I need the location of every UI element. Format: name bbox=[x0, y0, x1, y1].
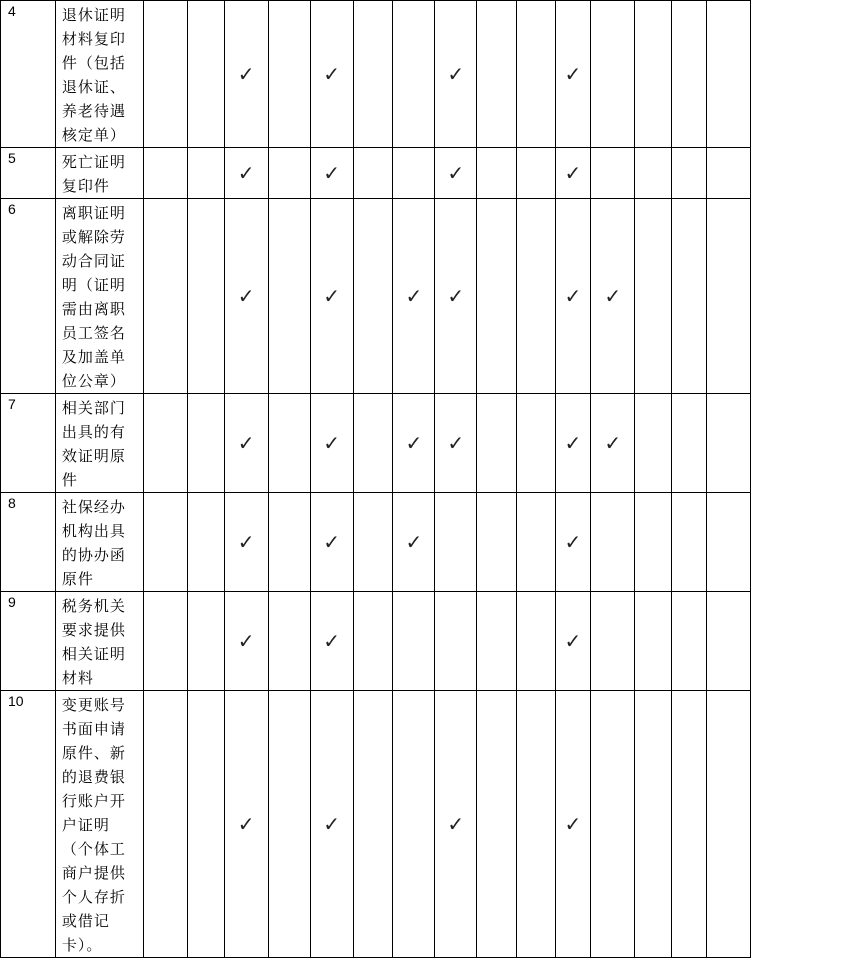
check-mark-cell: ✓ bbox=[555, 394, 590, 493]
empty-cell bbox=[353, 592, 393, 691]
empty-cell bbox=[268, 592, 310, 691]
item-description: 死亡证明复印件 bbox=[55, 148, 143, 199]
item-description: 税务机关要求提供相关证明材料 bbox=[55, 592, 143, 691]
empty-cell bbox=[268, 148, 310, 199]
empty-cell bbox=[591, 148, 635, 199]
check-mark-cell: ✓ bbox=[393, 493, 435, 592]
empty-cell bbox=[591, 493, 635, 592]
table-row bbox=[1, 691, 845, 958]
empty-cell bbox=[707, 394, 751, 493]
empty-cell bbox=[393, 592, 435, 691]
empty-cell bbox=[671, 592, 706, 691]
check-mark-cell: ✓ bbox=[224, 1, 268, 148]
row-number: 6 bbox=[1, 199, 56, 394]
empty-cell bbox=[707, 493, 751, 592]
check-mark-cell: ✓ bbox=[555, 592, 590, 691]
empty-cell bbox=[353, 1, 393, 148]
empty-cell bbox=[188, 691, 225, 958]
empty-cell bbox=[477, 691, 517, 958]
empty-cell bbox=[516, 592, 555, 691]
check-mark-cell: ✓ bbox=[224, 148, 268, 199]
empty-cell bbox=[353, 691, 393, 958]
item-description: 退休证明材料复印件（包括退休证、养老待遇核定单） bbox=[55, 1, 143, 148]
empty-cell bbox=[268, 199, 310, 394]
empty-cell bbox=[188, 1, 225, 148]
empty-cell bbox=[671, 493, 706, 592]
empty-cell bbox=[635, 1, 672, 148]
row-number: 7 bbox=[1, 394, 56, 493]
empty-cell bbox=[143, 691, 187, 958]
empty-cell bbox=[516, 493, 555, 592]
item-description: 变更账号书面申请原件、新的退费银行账户开户证明（个体工商户提供个人存折或借记卡）。 bbox=[55, 691, 143, 958]
empty-cell bbox=[635, 148, 672, 199]
row-number: 10 bbox=[1, 691, 56, 958]
empty-cell bbox=[591, 691, 635, 958]
empty-cell bbox=[477, 493, 517, 592]
cut-off-footer-text bbox=[0, 939, 846, 948]
empty-cell bbox=[477, 1, 517, 148]
check-mark-cell: ✓ bbox=[591, 199, 635, 394]
empty-cell bbox=[477, 148, 517, 199]
empty-cell bbox=[353, 199, 393, 394]
empty-cell bbox=[353, 148, 393, 199]
check-mark-cell: ✓ bbox=[555, 493, 590, 592]
empty-cell bbox=[707, 592, 751, 691]
empty-cell bbox=[268, 493, 310, 592]
empty-cell bbox=[188, 592, 225, 691]
empty-cell bbox=[477, 592, 517, 691]
empty-cell bbox=[393, 691, 435, 958]
empty-cell bbox=[393, 148, 435, 199]
row-number: 9 bbox=[1, 592, 56, 691]
empty-cell bbox=[188, 493, 225, 592]
empty-cell bbox=[435, 493, 477, 592]
empty-cell bbox=[477, 199, 517, 394]
empty-cell bbox=[435, 592, 477, 691]
check-mark-cell: ✓ bbox=[310, 199, 353, 394]
empty-cell bbox=[516, 394, 555, 493]
empty-cell bbox=[268, 394, 310, 493]
empty-cell bbox=[143, 592, 187, 691]
check-mark-cell: ✓ bbox=[555, 691, 590, 958]
table-row bbox=[1, 394, 845, 493]
empty-cell bbox=[143, 493, 187, 592]
check-mark-cell: ✓ bbox=[224, 493, 268, 592]
check-mark-cell: ✓ bbox=[310, 592, 353, 691]
empty-cell bbox=[671, 199, 706, 394]
check-mark-cell: ✓ bbox=[435, 148, 477, 199]
empty-cell bbox=[516, 148, 555, 199]
empty-cell bbox=[188, 394, 225, 493]
check-mark-cell: ✓ bbox=[224, 199, 268, 394]
check-mark-cell: ✓ bbox=[224, 394, 268, 493]
empty-cell bbox=[477, 394, 517, 493]
check-mark-cell: ✓ bbox=[591, 394, 635, 493]
empty-cell bbox=[353, 493, 393, 592]
empty-cell bbox=[671, 691, 706, 958]
empty-cell bbox=[671, 148, 706, 199]
empty-cell bbox=[707, 691, 751, 958]
empty-cell bbox=[635, 199, 672, 394]
item-description: 社保经办机构出具的协办函原件 bbox=[55, 493, 143, 592]
empty-cell bbox=[635, 493, 672, 592]
empty-cell bbox=[268, 1, 310, 148]
empty-cell bbox=[143, 394, 187, 493]
empty-cell bbox=[268, 691, 310, 958]
empty-cell bbox=[671, 394, 706, 493]
table-row bbox=[1, 493, 845, 592]
empty-cell bbox=[516, 691, 555, 958]
empty-cell bbox=[707, 199, 751, 394]
empty-cell bbox=[188, 199, 225, 394]
check-mark-cell: ✓ bbox=[435, 691, 477, 958]
row-number: 8 bbox=[1, 493, 56, 592]
empty-cell bbox=[393, 1, 435, 148]
empty-cell bbox=[353, 394, 393, 493]
empty-cell bbox=[591, 592, 635, 691]
check-mark-cell: ✓ bbox=[310, 691, 353, 958]
item-description: 离职证明或解除劳动合同证明（证明需由离职员工签名及加盖单位公章） bbox=[55, 199, 143, 394]
check-mark-cell: ✓ bbox=[310, 148, 353, 199]
check-mark-cell: ✓ bbox=[555, 148, 590, 199]
empty-cell bbox=[671, 1, 706, 148]
check-mark-cell: ✓ bbox=[310, 1, 353, 148]
check-mark-cell: ✓ bbox=[555, 199, 590, 394]
check-mark-cell: ✓ bbox=[393, 199, 435, 394]
item-description: 相关部门出具的有效证明原件 bbox=[55, 394, 143, 493]
check-mark-cell: ✓ bbox=[224, 691, 268, 958]
empty-cell bbox=[188, 148, 225, 199]
empty-cell bbox=[516, 1, 555, 148]
empty-cell bbox=[635, 691, 672, 958]
check-mark-cell: ✓ bbox=[435, 394, 477, 493]
empty-cell bbox=[143, 148, 187, 199]
empty-cell bbox=[707, 148, 751, 199]
empty-cell bbox=[516, 199, 555, 394]
row-number: 5 bbox=[1, 148, 56, 199]
check-mark-cell: ✓ bbox=[310, 493, 353, 592]
empty-cell bbox=[143, 1, 187, 148]
check-mark-cell: ✓ bbox=[393, 394, 435, 493]
check-mark-cell: ✓ bbox=[224, 592, 268, 691]
empty-cell bbox=[635, 394, 672, 493]
check-mark-cell: ✓ bbox=[555, 1, 590, 148]
empty-cell bbox=[635, 592, 672, 691]
table-row bbox=[1, 199, 845, 394]
check-mark-cell: ✓ bbox=[435, 199, 477, 394]
empty-cell bbox=[707, 1, 751, 148]
empty-cell bbox=[143, 199, 187, 394]
row-number: 4 bbox=[1, 1, 56, 148]
empty-cell bbox=[591, 1, 635, 148]
table-row bbox=[1, 1, 845, 148]
table-row bbox=[1, 592, 845, 691]
table-row bbox=[1, 148, 845, 199]
footer-note bbox=[64, 941, 272, 948]
check-mark-cell: ✓ bbox=[310, 394, 353, 493]
check-mark-cell: ✓ bbox=[435, 1, 477, 148]
